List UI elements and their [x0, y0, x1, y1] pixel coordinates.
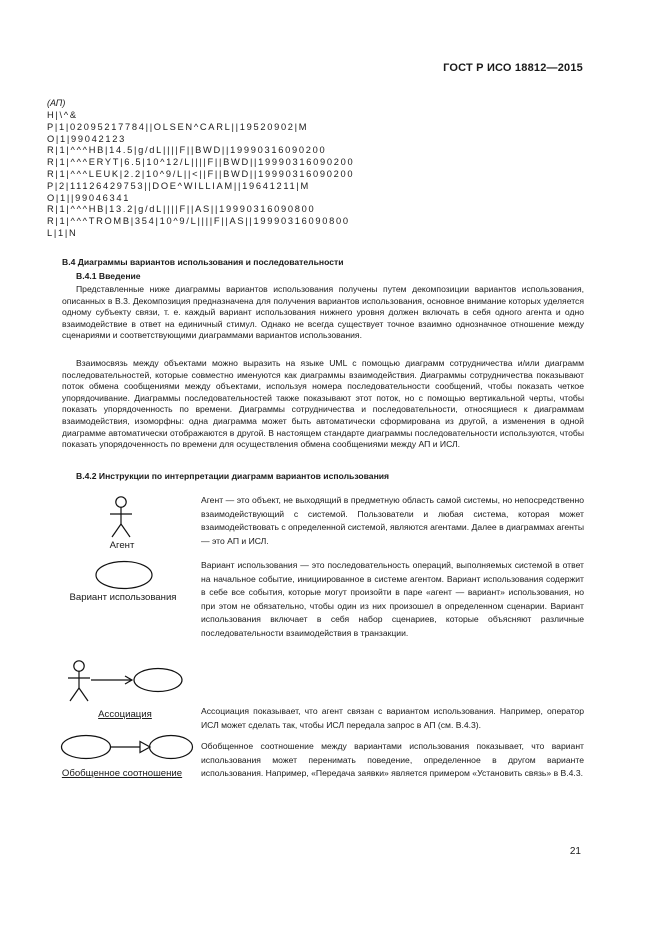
code-line: R|1|^^^LEUK|2.2|10^9/L||<||F||BWD||19990316090200 — [47, 168, 355, 179]
code-line: P|2|11126429753||DOE^WILLIAM||19641211|M — [47, 180, 310, 191]
section-b4-title: В.4 Диаграммы вариантов использования и последовательности — [62, 257, 344, 267]
code-line: O|1|99042123 — [47, 133, 126, 144]
code-block-label: (АП) — [47, 98, 66, 108]
code-line: O|1||99046341 — [47, 192, 131, 203]
code-line: R|1|^^^ERYT|6.5|10^12/L||||F||BWD||19990316090200 — [47, 157, 355, 168]
section-b42-title: В.4.2 Инструкции по интерпретации диаграмм вариантов использования — [76, 471, 390, 481]
document-header: ГОСТ Р ИСО 18812—2015 — [443, 62, 583, 74]
generalization-diagram-icon — [60, 733, 194, 761]
intro-paragraph-1: Представленные ниже диаграммы вариантов использования получены путем декомпозиции вариантов использования, описанных в В.3. Декомпозиция предназначена для получения вариантов использования, основное внимание которых уделяется одному субъекту связи, т. е. каждый вариант использования нижнего уровня должен включать в себя одного агента и одно взаимодействие в ответ на единичный стимул. Однако не всегда существует точное взаимно однозначное отношение между сценариями и соответствующими диаграммами вариантов использования. — [62, 284, 584, 341]
use-case-description: Вариант использования — это последовательность операций, выполняемых системой в ответ на начальное событие, инициированное в системе агентом. Вариант использования содержит в себе все события, которые могут произойти в паре «агент — вариант» использования, но при этом не обязательно, чтобы один из них произошел в определенном сценарии. Вариант использования включает в себя набор сценариев, которые объясняют различные последовательности взаимодействия в транзакции. — [201, 560, 584, 638]
agent-description: Агент — это объект, не выходящий в предметную область самой системы, но непосредственно взаимодействующий с системой. Пользователи и любая система, которая может взаимодействовать с определенной системой, являются агентами. Далее в диаграммах агенты — это АП и ИСЛ. — [201, 495, 584, 546]
code-line: R|1|^^^TROMB|354|10^9/L||||F||AS||19990316090800 — [47, 216, 350, 227]
code-line: R|1|^^^HB|13.2|g/dL||||F||AS||19990316090800 — [47, 204, 316, 215]
code-line: P|1|02095217784||OLSEN^CARL||19520902|M — [47, 121, 309, 132]
use-case-ellipse-icon — [95, 560, 153, 590]
agent-label: Агент — [109, 540, 135, 551]
code-block — [47, 110, 587, 240]
code-line: L|1|N — [47, 227, 78, 238]
agent-stick-figure-icon — [106, 496, 136, 540]
code-line: R|1|^^^HB|14.5|g/dL||||F||BWD||19990316090200 — [47, 145, 327, 156]
use-case-label: Вариант использования — [69, 592, 177, 603]
association-description: Ассоциация показывает, что агент связан с вариантом использования. Например, оператор ИСЛ может сделать так, чтобы ИСЛ передала запрос в АП (см. В.4.3). — [201, 706, 584, 730]
association-diagram-icon — [66, 660, 184, 706]
association-label: Ассоциация — [98, 709, 152, 720]
generalization-label: Обобщенное соотношение — [61, 768, 183, 779]
section-b41-title: В.4.1 Введение — [76, 271, 141, 281]
generalization-description: Обобщенное соотношение между вариантами использования показывает, что вариант использования может перенимать поведение, определенное в другом варианте использования. Например, «Передача заявки» является примером «Установить связь» в В.4.3. — [201, 741, 584, 779]
intro-paragraph-2: Взаимосвязь между объектами можно выразить на языке UML с помощью диаграмм сотрудничества и/или диаграмм последовательностей, которые совместно именуются как диаграммы взаимодействия. Диаграммы сотрудничества показывают поток обмена сообщениями между объектами, используя номера последовательности сообщений, чтобы показать четкое упорядочивание. Диаграммы последовательностей также показывают этот поток, но с помощью вертикальной черты, чтобы показать упорядоченность по времени. Диаграммы сотрудничества и последовательности, относящиеся к диаграммам взаимодействия, изоморфны: одна диаграмма может быть автоматически сформирована из другой, а изменения в одной диаграмме автоматически отображаются в другой. В настоящем стандарте диаграммы последовательности используются, чтобы показать упорядоченность по времени для осуществления обмена сообщениями между АП и ИСЛ. — [62, 358, 584, 450]
code-line: H|\^& — [47, 110, 78, 120]
page-number: 21 — [569, 846, 581, 857]
